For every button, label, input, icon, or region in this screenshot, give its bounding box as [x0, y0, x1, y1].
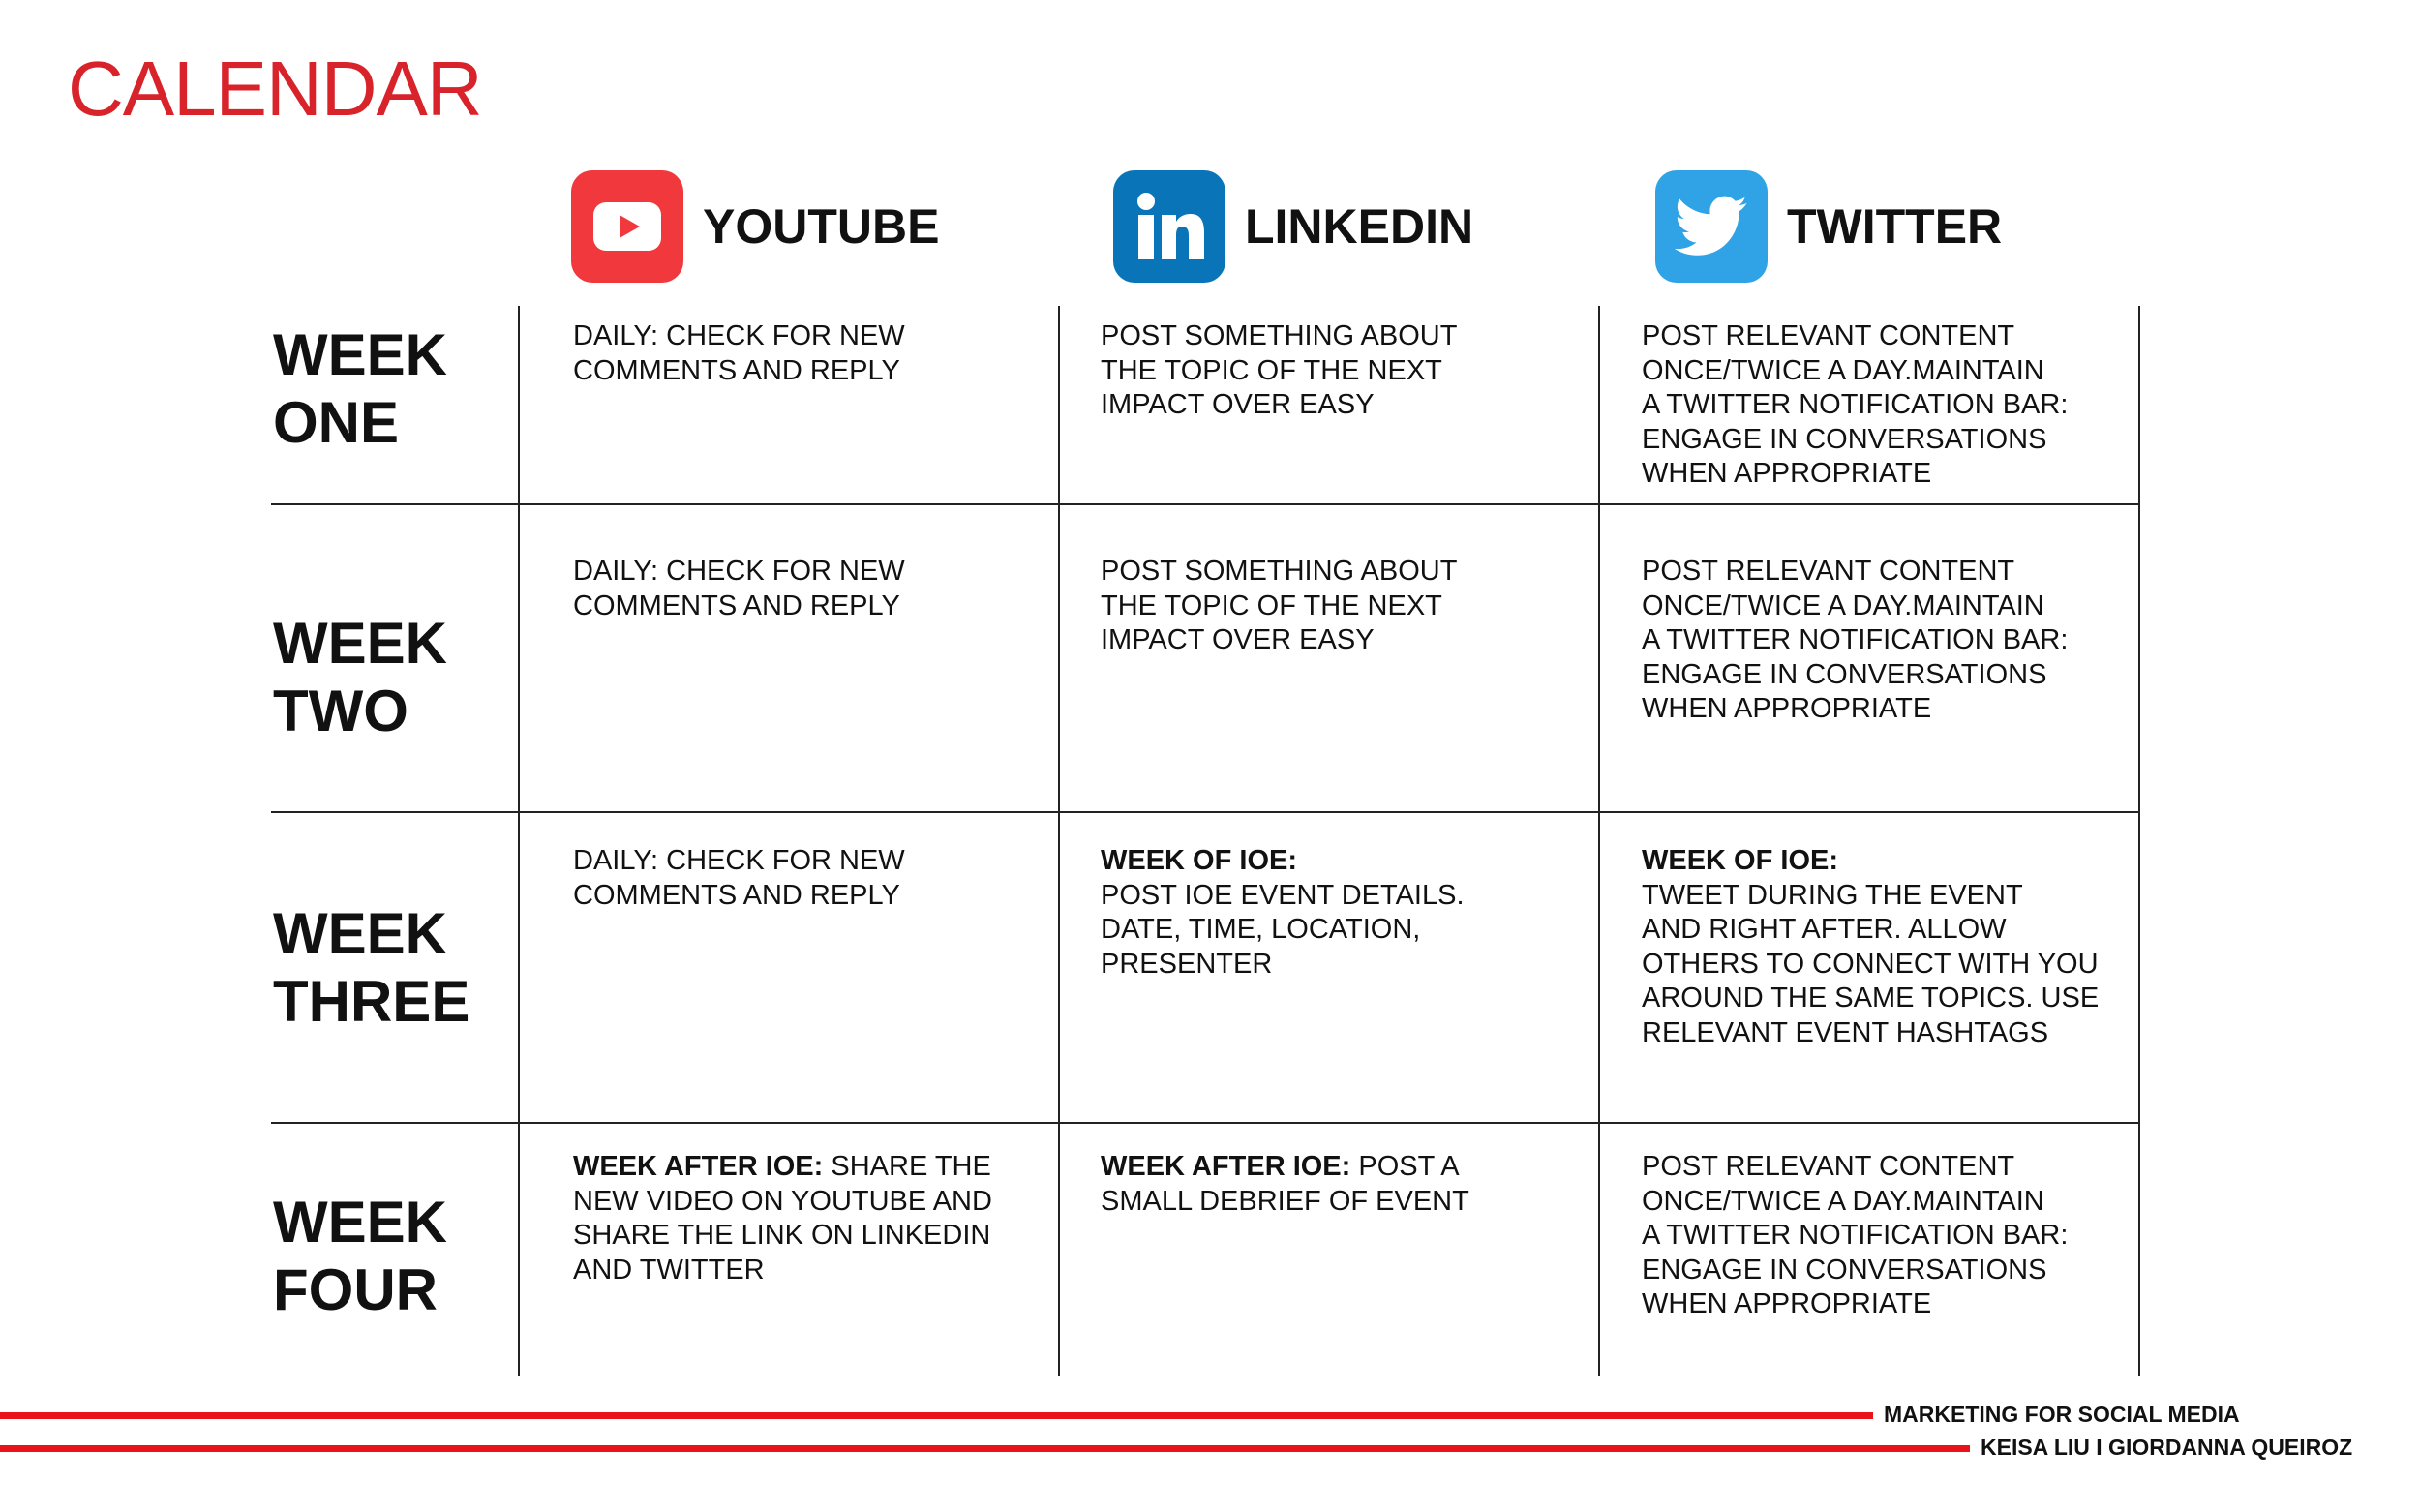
week-label-line1: WEEK — [273, 611, 447, 676]
cell-week2-youtube — [573, 555, 905, 623]
platform-header-youtube — [571, 170, 939, 283]
cell-bold-text: WEEK AFTER IOE: — [573, 1151, 824, 1182]
cell-week4-linkedin — [1101, 1150, 1469, 1219]
week-label-line2: THREE — [273, 969, 470, 1035]
grid-divider-1 — [518, 306, 520, 1376]
week-label-line1: WEEK — [273, 901, 447, 966]
cell-week2-twitter — [1642, 555, 2068, 727]
cell-week3-twitter — [1642, 844, 2099, 1050]
week-label-line2: FOUR — [273, 1257, 438, 1323]
cell-text: POST SOMETHING ABOUT THE TOPIC OF THE NEXT IMPACT OVER EASY — [1101, 320, 1458, 420]
cell-week3-youtube — [573, 844, 905, 913]
grid-divider-3 — [1598, 306, 1600, 1376]
cell-text: POST RELEVANT CONTENT ONCE/TWICE A DAY.MAINTAIN A TWITTER NOTIFICATION BAR: ENGAGE IN CONVERSATIONS WHEN APPROPRIATE — [1642, 556, 2069, 724]
twitter-icon — [1655, 170, 1768, 283]
platform-name-twitter: TWITTER — [1787, 199, 2003, 254]
cell-text: POST SOMETHING ABOUT THE TOPIC OF THE NEXT IMPACT OVER EASY — [1101, 556, 1458, 655]
cell-bold-text: WEEK OF IOE: — [1642, 845, 1838, 876]
platform-header-linkedin — [1113, 170, 1473, 283]
row-divider-1 — [271, 503, 2140, 505]
cell-week4-twitter — [1642, 1150, 2068, 1322]
cell-text: TWEET DURING THE EVENT AND RIGHT AFTER. ALLOW OTHERS TO CONNECT WITH YOU AROUND THE SAME TOPICS. USE RELEVANT EVENT HASHTAGS — [1642, 879, 2100, 1048]
footer-rule-top — [0, 1412, 1873, 1419]
cell-text: DAILY: CHECK FOR NEW COMMENTS AND REPLY — [573, 845, 905, 911]
cell-text: POST RELEVANT CONTENT ONCE/TWICE A DAY.MAINTAIN A TWITTER NOTIFICATION BAR: ENGAGE IN CONVERSATIONS WHEN APPROPRIATE — [1642, 1151, 2069, 1319]
week-label-one — [273, 321, 515, 457]
cell-text: POST RELEVANT CONTENT ONCE/TWICE A DAY.MAINTAIN A TWITTER NOTIFICATION BAR: ENGAGE IN CONVERSATIONS WHEN APPROPRIATE — [1642, 320, 2069, 489]
cell-text: POST A SMALL DEBRIEF OF EVENT — [1101, 1151, 1469, 1217]
platform-name-linkedin: LINKEDIN — [1245, 199, 1474, 254]
cell-text: POST IOE EVENT DETAILS. DATE, TIME, LOCATION, PRESENTER — [1101, 879, 1465, 980]
week-label-two — [273, 610, 515, 745]
cell-week1-linkedin — [1101, 319, 1457, 423]
week-label-three — [273, 900, 515, 1036]
week-label-line1: WEEK — [273, 322, 447, 387]
page-title: CALENDAR — [68, 45, 482, 132]
week-label-four — [273, 1189, 515, 1324]
footer-course-title: MARKETING FOR SOCIAL MEDIA — [1884, 1402, 2240, 1427]
cell-week2-linkedin — [1101, 555, 1457, 658]
platform-name-youtube: YOUTUBE — [703, 199, 940, 254]
week-label-line1: WEEK — [273, 1190, 447, 1255]
cell-week1-youtube — [573, 319, 905, 388]
grid-divider-4 — [2138, 306, 2140, 1376]
row-divider-3 — [271, 1122, 2140, 1124]
cell-week4-youtube — [573, 1150, 992, 1287]
cell-text: DAILY: CHECK FOR NEW COMMENTS AND REPLY — [573, 320, 905, 386]
week-label-line2: TWO — [273, 679, 408, 744]
row-divider-2 — [271, 811, 2140, 813]
youtube-icon — [571, 170, 683, 283]
cell-text: SHARE THE NEW VIDEO ON YOUTUBE AND SHARE THE LINK ON LINKEDIN AND TWITTER — [573, 1151, 992, 1285]
week-label-line2: ONE — [273, 390, 400, 456]
footer-rule-bottom — [0, 1445, 1970, 1452]
cell-week3-linkedin — [1101, 844, 1465, 982]
grid-divider-2 — [1058, 306, 1060, 1376]
cell-week1-twitter — [1642, 319, 2068, 492]
cell-bold-text: WEEK OF IOE: — [1101, 845, 1297, 876]
linkedin-icon — [1113, 170, 1225, 283]
cell-bold-text: WEEK AFTER IOE: — [1101, 1151, 1351, 1182]
cell-text: DAILY: CHECK FOR NEW COMMENTS AND REPLY — [573, 556, 905, 621]
platform-header-twitter — [1655, 170, 2002, 283]
footer-authors: KEISA LIU I GIORDANNA QUEIROZ — [1981, 1435, 2353, 1460]
